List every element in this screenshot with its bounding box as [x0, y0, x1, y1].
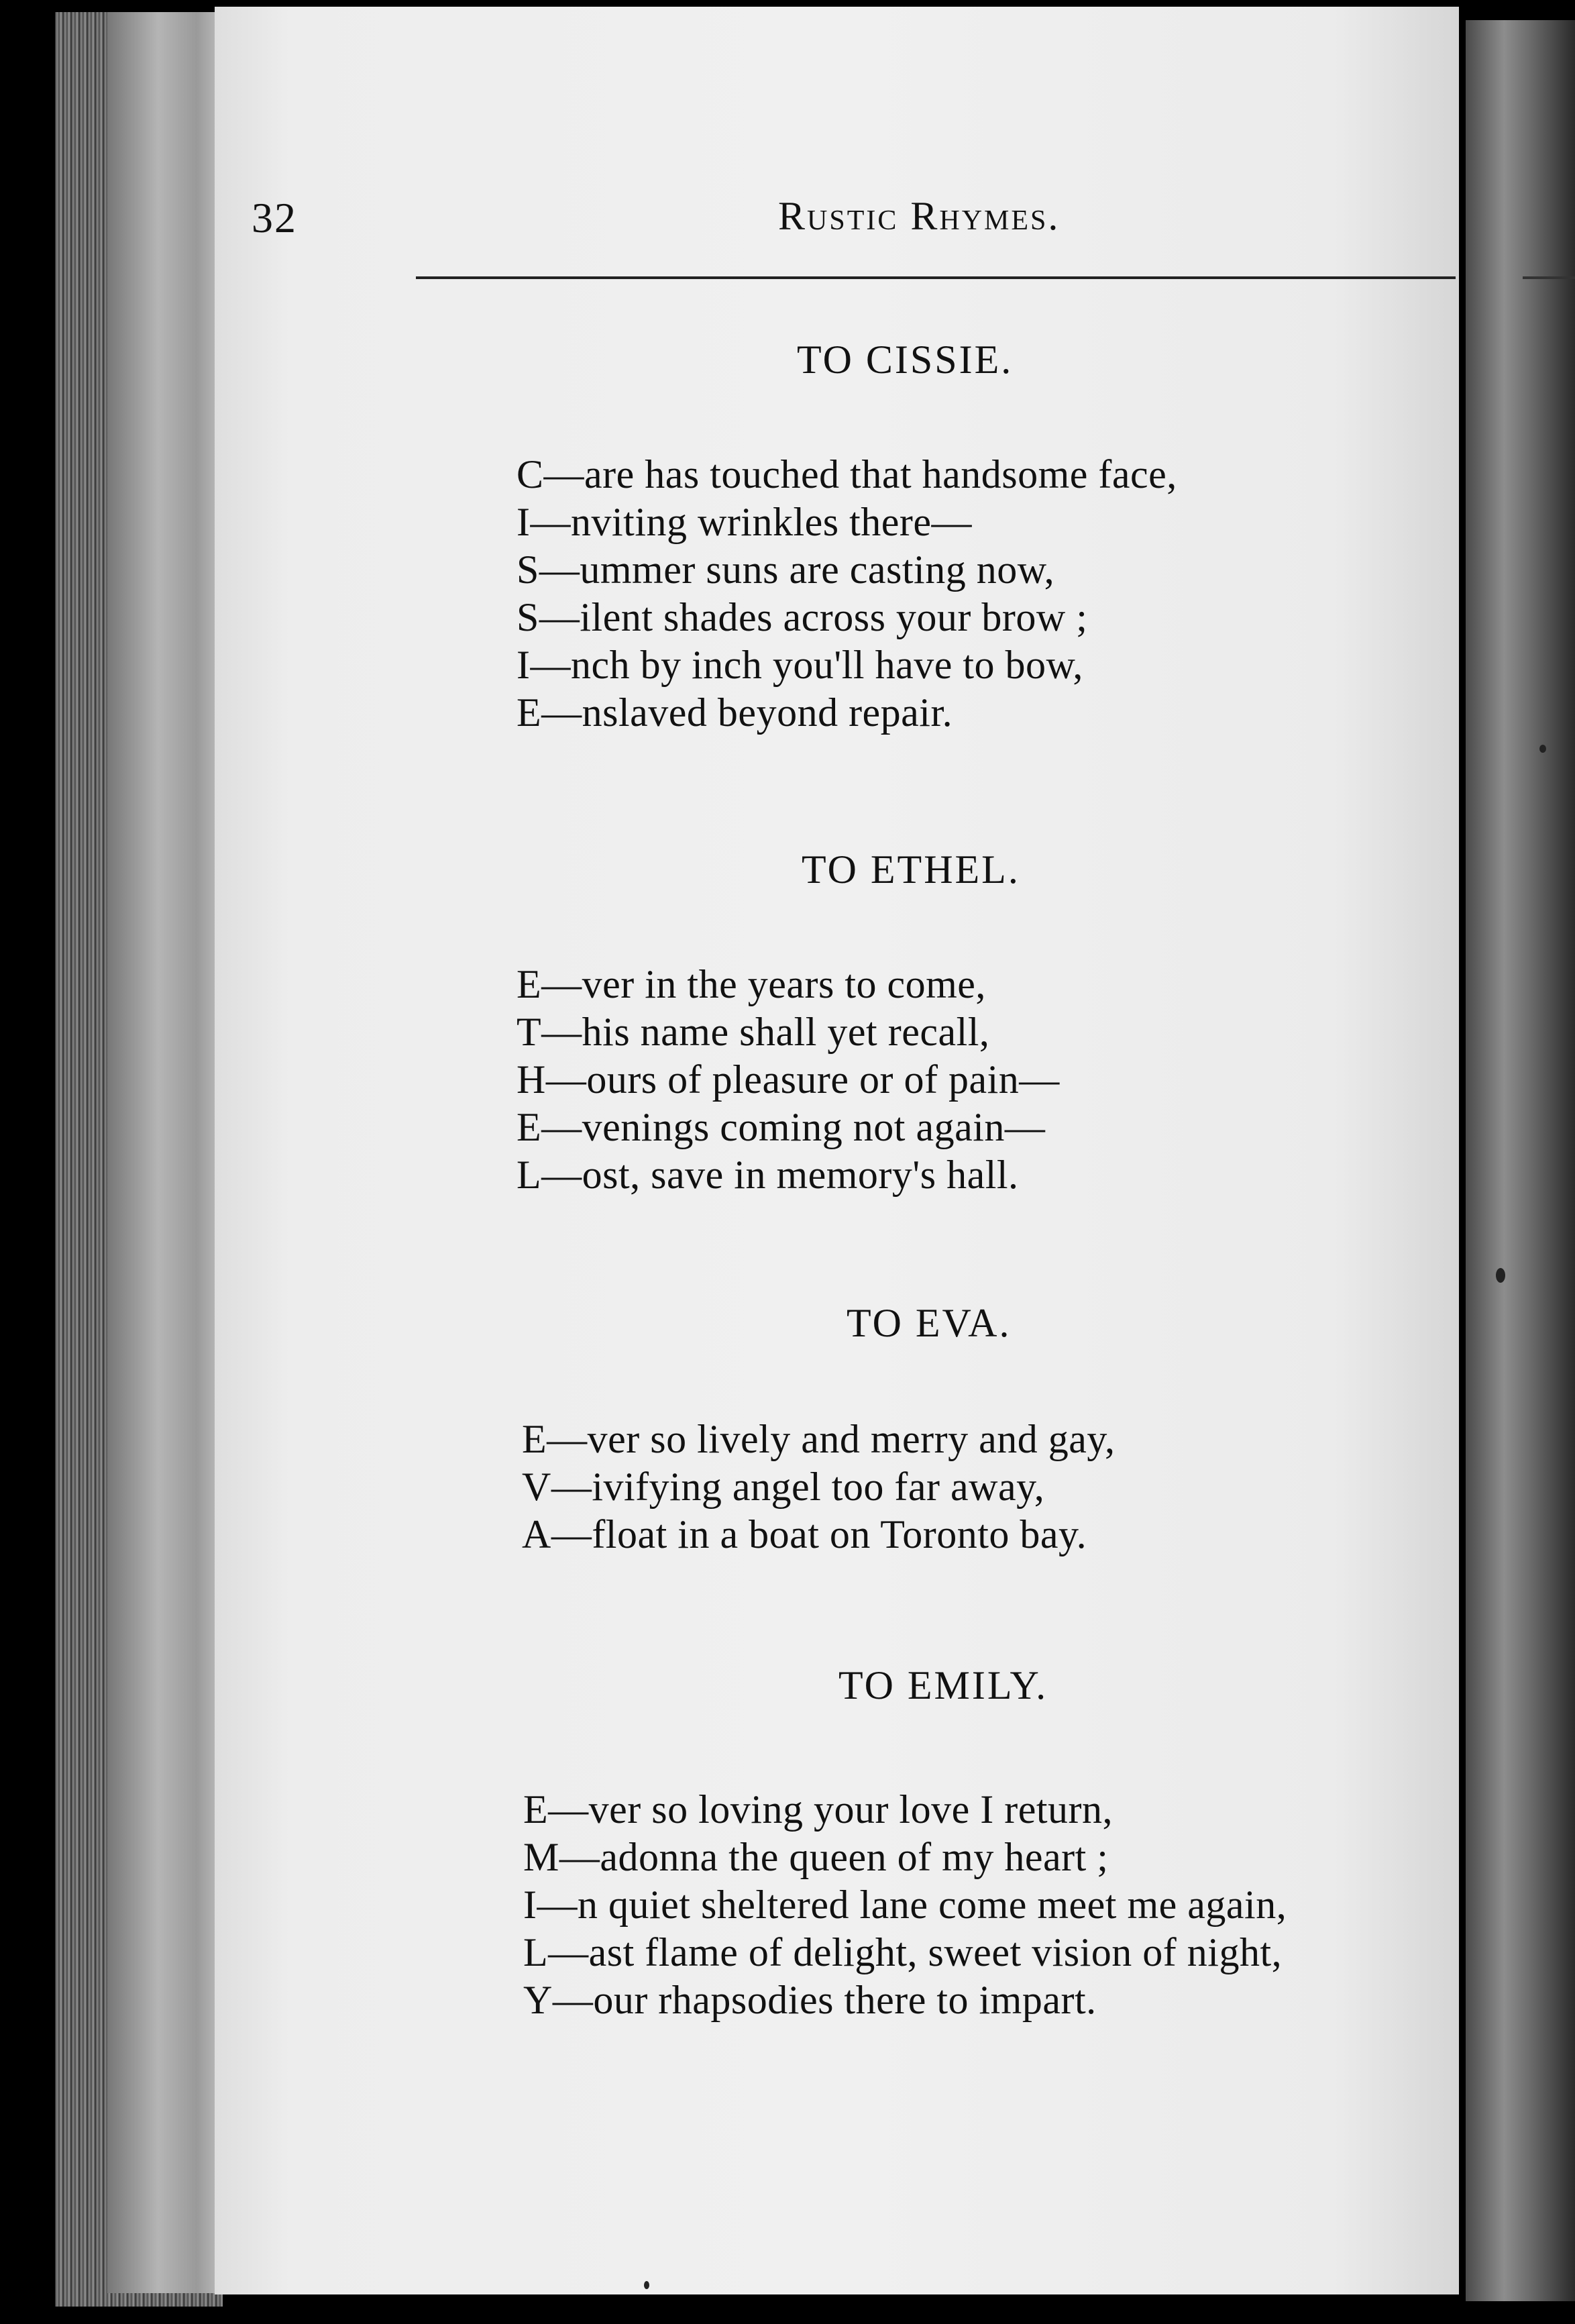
- page-number: 32: [252, 194, 297, 242]
- poem-line: E—ver so loving your love I return,: [523, 1787, 1113, 1832]
- poem-line: H—ours of pleasure or of pain—: [517, 1057, 1060, 1102]
- poem-line: E—ver in the years to come,: [517, 962, 986, 1006]
- poem-line: S—ummer suns are casting now,: [517, 547, 1055, 592]
- header-rule-extension: [1523, 276, 1575, 279]
- scan-speck: [644, 2281, 649, 2289]
- poem-stanza: [523, 1786, 1287, 2024]
- running-title: Rustic Rhymes.: [778, 194, 1061, 238]
- poem-line: L—ost, save in memory's hall.: [517, 1153, 1019, 1197]
- poem-line: C—are has touched that handsome face,: [517, 452, 1177, 496]
- poem-stanza: [522, 1416, 1116, 1559]
- poem-line: E—nslaved beyond repair.: [517, 690, 953, 735]
- poem-line: I—nviting wrinkles there—: [517, 500, 973, 544]
- poem-title: TO EMILY.: [838, 1663, 1048, 1707]
- facing-page-edge: [1466, 20, 1575, 2301]
- poem-line: V—ivifying angel too far away,: [522, 1465, 1045, 1509]
- poem-line: E—venings coming not again—: [517, 1105, 1046, 1149]
- poem-stanza: [517, 451, 1177, 737]
- poem-line: L—ast flame of delight, sweet vision of night,: [523, 1930, 1283, 1974]
- header-rule: [416, 276, 1456, 279]
- poem-title: TO ETHEL.: [802, 847, 1020, 892]
- poem-line: A—float in a boat on Toronto bay.: [522, 1512, 1087, 1556]
- poem-line: I—n quiet sheltered lane come meet me again,: [523, 1883, 1287, 1927]
- poem-line: S—ilent shades across your brow ;: [517, 595, 1088, 639]
- poem-title: TO EVA.: [847, 1301, 1012, 1345]
- poem-line: I—nch by inch you'll have to bow,: [517, 643, 1083, 687]
- poem-line: E—ver so lively and merry and gay,: [522, 1417, 1116, 1461]
- scan-speck: [1539, 745, 1546, 753]
- poem-title: TO CISSIE.: [797, 337, 1014, 382]
- poem-stanza: [517, 961, 1060, 1199]
- poem-line: T—his name shall yet recall,: [517, 1010, 990, 1054]
- poem-line: M—adonna the queen of my heart ;: [523, 1835, 1109, 1879]
- scan-speck: [1496, 1268, 1505, 1283]
- poem-line: Y—our rhapsodies there to impart.: [523, 1978, 1097, 2022]
